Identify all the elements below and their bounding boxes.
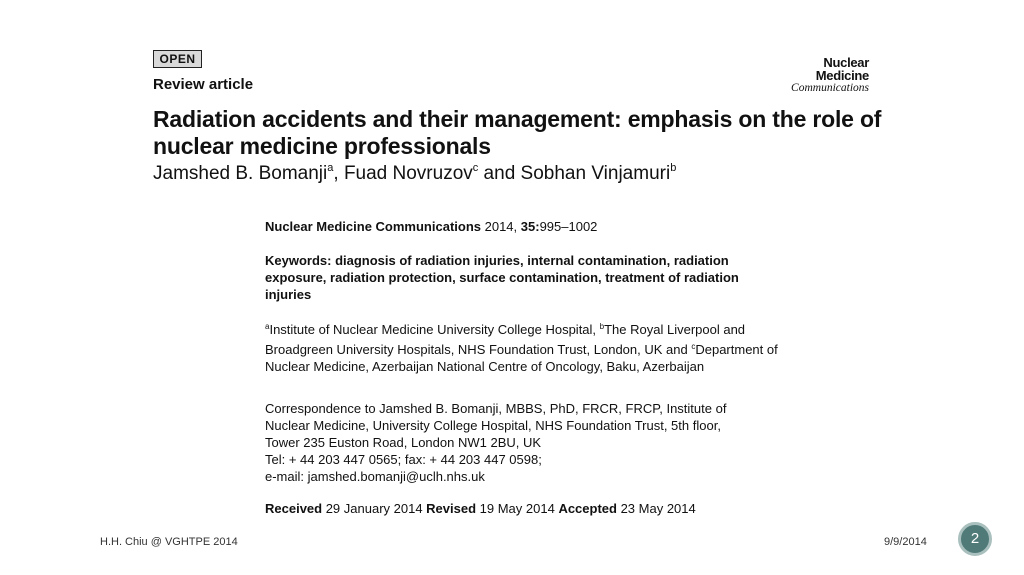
affiliation-mark: c	[691, 342, 696, 351]
logo-line-1: Nuclear	[823, 55, 869, 70]
author-separator: and	[478, 163, 521, 184]
journal-logo	[791, 56, 869, 95]
affiliation-mark: b	[599, 322, 605, 331]
author-name: Sobhan Vinjamuri	[520, 163, 671, 184]
received-label: Received	[265, 501, 323, 516]
journal-citation	[265, 218, 785, 235]
accepted-date: 23 May 2014	[616, 501, 696, 516]
author-name: Jamshed B. Bomanji	[153, 163, 328, 184]
author-separator: ,	[333, 163, 344, 184]
open-access-badge: OPEN	[153, 50, 202, 68]
slide-footer-date: 9/9/2014	[884, 536, 927, 548]
publication-dates	[265, 500, 785, 517]
received-date: 29 January 2014	[322, 501, 427, 516]
correspondence-line: Nuclear Medicine, University College Hospital, NHS Foundation Trust, 5th floor,	[265, 418, 721, 433]
revised-label: Revised	[426, 501, 477, 516]
affiliation-mark: a	[265, 322, 270, 331]
accepted-label: Accepted	[558, 501, 617, 516]
affiliation-b: The Royal Liverpool and Broadgreen University Hospitals, NHS Foundation Trust, London, UK and	[265, 322, 746, 357]
affiliations	[265, 318, 785, 375]
correspondence-line: Tel: + 44 203 447 0565; fax: + 44 203 447 0598;	[265, 452, 542, 467]
logo-line-3: Communications	[791, 82, 869, 94]
correspondence-line: Correspondence to Jamshed B. Bomanji, MBBS, PhD, FRCR, FRCP, Institute of	[265, 401, 727, 416]
author-affiliation-mark: a	[327, 162, 334, 174]
slide-page-number: 2	[958, 522, 992, 556]
logo-line-2: Medicine	[815, 68, 869, 83]
correspondence-line: Tower 235 Euston Road, London NW1 2BU, UK	[265, 435, 542, 450]
paper-title: Radiation accidents and their management: emphasis on the role of nuclear medicine professionals	[153, 106, 882, 159]
journal-year: 2014,	[481, 219, 521, 234]
journal-volume: 35:	[520, 219, 540, 234]
affiliation-a: Institute of Nuclear Medicine University College Hospital,	[269, 322, 600, 337]
revised-date: 19 May 2014	[476, 501, 559, 516]
journal-pages: 995–1002	[539, 219, 598, 234]
author-name: Fuad Novruzov	[343, 163, 473, 184]
author-affiliation-mark: b	[670, 162, 677, 174]
author-list	[153, 162, 676, 185]
author-affiliation-mark: c	[472, 162, 479, 174]
correspondence-email: e-mail: jamshed.bomanji@uclh.nhs.uk	[265, 469, 485, 484]
keywords: Keywords: diagnosis of radiation injuries, internal contamination, radiation exposure, radiation protection, surface contamination, treatment of radiation injuries	[265, 253, 739, 302]
affiliation-c: Department of Nuclear Medicine, Azerbaijan National Centre of Oncology, Baku, Azerbaijan	[265, 342, 778, 374]
journal-name: Nuclear Medicine Communications	[265, 219, 481, 234]
correspondence	[265, 400, 785, 485]
slide-footer-author: H.H. Chiu @ VGHTPE 2014	[100, 536, 238, 548]
article-type-label: Review article	[153, 76, 254, 93]
